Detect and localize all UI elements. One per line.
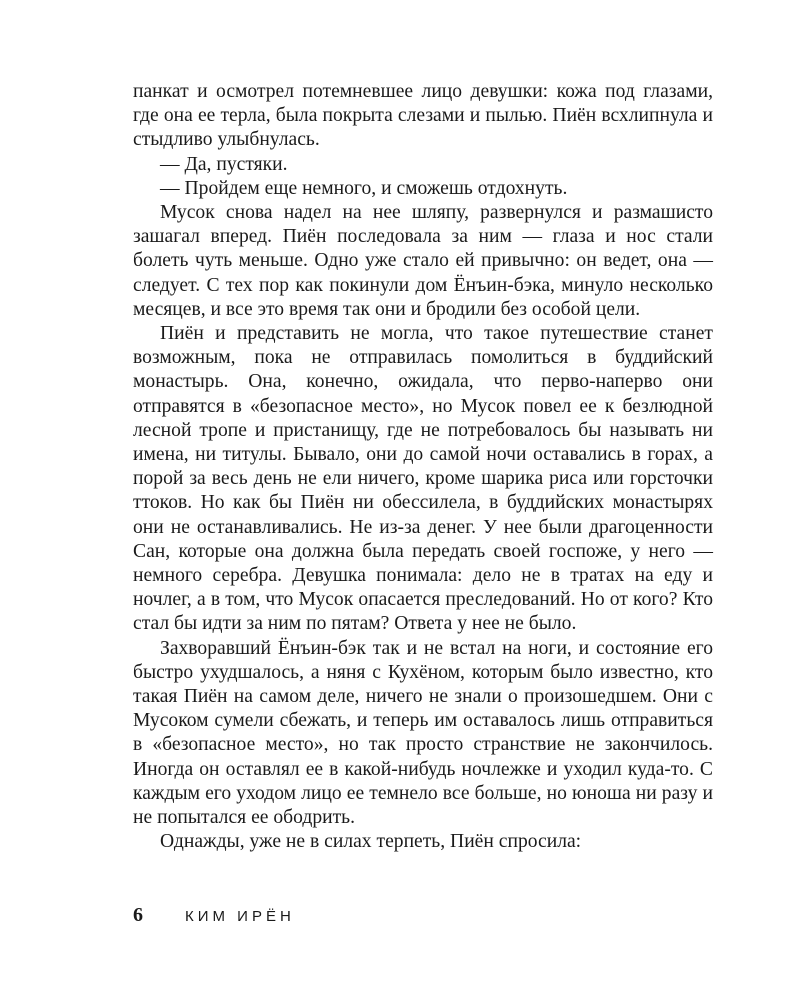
paragraph-6: Захворавший Ёнъин-бэк так и не встал на ноги, и состояние его быстро ухудшалось, а няня с Кухёном, которым было известно, кто такая Пиён на самом деле, ничего не знали о произошедшем. Они с Мусоком сумели сбежать, и теперь им оставалось лишь отправиться в «безопасное место», но так просто странствие не закончилось. Иногда он оставлял ее в какой-нибудь ночлежке и уходил куда-то. С каждым его уходом лицо ее темнело все больше, но юноша ни разу и не попытался ее ободрить.	[133, 637, 713, 829]
paragraph-1: панкат и осмотрел потемневшее лицо девушки: кожа под глазами, где она ее терла, была покрыта слезами и пылью. Пиён всхлипнула и стыдливо улыбнулась.	[133, 81, 713, 151]
paragraph-5: Пиён и представить не могла, что такое путешествие станет возможным, пока не отправилась помолиться в буддийский монастырь. Она, конечно, ожидала, что перво-наперво они отправятся в «безопасное место», но Мусок повел ее к безлюдной лесной тропе и пристанищу, где не потребовалось бы называть ни имена, ни титулы. Бывало, они до самой ночи оставались в горах, а порой за весь день не ели ничего, кроме шарика риса или горсточки ттоков. Но как бы Пиён ни обессилела, в буддийских монастырях они не останавливались. Не из-за денег. У нее были драгоценности Сан, которые она должна была передать своей госпоже, у него — немного серебра. Девушка понимала: дело не в тратах на еду и ночлег, а в том, что Мусок опасается преследований. Но от кого? Кто стал бы идти за ним по пятам? Ответа у нее не было.	[133, 323, 713, 635]
running-title: КИМ ИРЁН	[185, 908, 295, 925]
paragraph-3: — Пройдем еще немного, и сможешь отдохнуть.	[160, 177, 568, 199]
body-text	[133, 80, 713, 855]
page-footer	[133, 904, 295, 927]
page-number: 6	[133, 904, 143, 926]
paragraph-2: — Да, пустяки.	[160, 153, 288, 175]
paragraph-4: Мусок снова надел на нее шляпу, развернулся и размашисто зашагал вперед. Пиён последовала за ним — глаза и нос стали болеть чуть меньше. Одно уже стало ей привычно: он ведет, она — следует. С тех пор как покинули дом Ёнъин-бэка, минуло несколько месяцев, и все это время так они и бродили без особой цели.	[133, 202, 713, 320]
paragraph-7: Однажды, уже не в силах терпеть, Пиён спросила:	[160, 831, 582, 853]
